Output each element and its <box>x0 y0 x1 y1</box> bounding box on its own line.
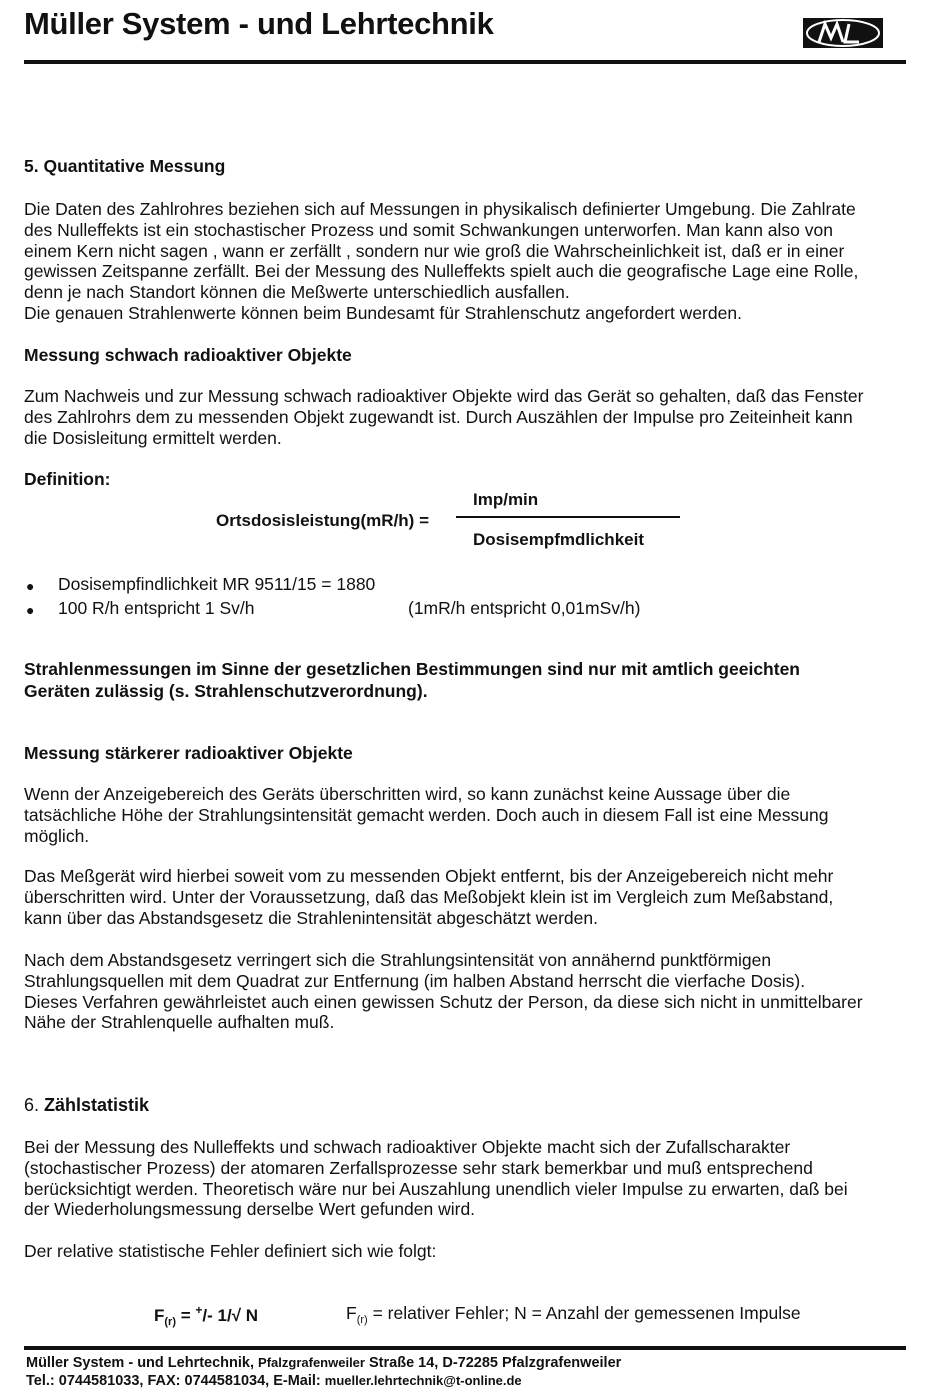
formula-symbol: F <box>154 1306 165 1325</box>
text-line: des Nulleffekts ist ein stochastischer Prozess und somit Schwankungen unterworfen. Man kann also von <box>24 219 833 240</box>
error-definition-intro: Der relative statistische Fehler definiert sich wie folgt: <box>24 1241 437 1261</box>
text-line: Geräten zulässig (s. Strahlenschutzverordnung). <box>24 681 428 701</box>
formula-plus: + <box>195 1303 203 1317</box>
text-line: berücksichtigt werden. Theoretisch wäre nur bei Auszahlung unendlich vieler Impulse zu erwarten, daß bei <box>24 1178 848 1199</box>
bullet-item: Dosisempfindlichkeit MR 9511/15 = 1880 <box>58 574 376 594</box>
text-line: der Wiederholungsmessung derselbe Wert gefunden wird. <box>24 1199 476 1220</box>
dose-rate-formula-lhs: Ortsdosisleistung(mR/h) = <box>216 511 429 530</box>
footer-company: Müller System - und Lehrtechnik, <box>26 1355 255 1371</box>
weak-objects-heading: Messung schwach radioaktiver Objekte <box>24 345 352 365</box>
text-line: Das Meßgerät wird hierbei soweit vom zu messenden Objekt entfernt, bis der Anzeigebereich nicht mehr <box>24 866 834 886</box>
legend-symbol: F <box>346 1303 357 1323</box>
text-line: Nach dem Abstandsgesetz verringert sich die Strahlungsintensität von annähernd punktförmigen <box>24 950 772 970</box>
section-number: 6. <box>24 1095 40 1115</box>
bullet-icon: ● <box>26 578 35 594</box>
text-line: Nähe der Strahlenquelle aufhalten muß. <box>24 1012 335 1033</box>
formula-subscript: (r) <box>164 1316 176 1328</box>
footer-address: Straße 14, D-72285 Pfalzgrafenweiler <box>369 1355 622 1371</box>
definition-label: Definition: <box>24 469 111 489</box>
section-5-heading: 5. Quantitative Messung <box>24 156 226 176</box>
text-line: Bei der Messung des Nulleffekts und schwach radioaktiver Objekte macht sich der Zufallscharakter <box>24 1137 791 1157</box>
text-line: kann über das Abstandsgesetz die Strahlenintensität abgeschätzt werden. <box>24 907 598 928</box>
page-header-title: Müller System - und Lehrtechnik <box>24 6 494 41</box>
legal-notice <box>24 658 904 702</box>
footer-email-link[interactable]: mueller.lehrtechnik@t-online.de <box>324 1373 522 1388</box>
fraction-bar <box>456 516 680 518</box>
text-line: Die genauen Strahlenwerte können beim Bundesamt für Strahlenschutz angefordert werden. <box>24 302 742 323</box>
formula-rest: /- 1/√ N <box>202 1306 259 1325</box>
footer-street-town: Pfalzgrafenweiler <box>258 1355 365 1370</box>
section-6-heading <box>24 1095 149 1116</box>
weak-objects-paragraph <box>24 386 904 448</box>
strong-objects-paragraph-2 <box>24 866 904 928</box>
strong-objects-paragraph-3 <box>24 950 904 1033</box>
strong-objects-heading: Messung stärkerer radioaktiver Objekte <box>24 743 353 763</box>
company-logo <box>799 14 887 52</box>
text-line: tatsächliche Höhe der Strahlungsintensität gemacht werden. Doch auch in diesem Fall ist eine Messung <box>24 804 829 825</box>
bullet-item: 100 R/h entspricht 1 Sv/h <box>58 598 255 618</box>
bullet-icon: ● <box>26 602 35 618</box>
footer-rule <box>24 1346 906 1350</box>
header-rule <box>24 60 906 64</box>
formula-equals: = <box>180 1306 196 1325</box>
text-line: Wenn der Anzeigebereich des Geräts überschritten wird, so kann zunächst keine Aussage über die <box>24 784 791 804</box>
footer-phone-fax: Tel.: 0744581033, FAX: 0744581034, E-Mail: <box>26 1373 321 1389</box>
text-line: möglich. <box>24 825 90 846</box>
text-line: einem Kern nicht sagen , wann er zerfällt , sondern nur wie groß die Wahrscheinlichkeit ist, daß er in einer <box>24 240 845 261</box>
text-line: die Dosisleitung ermittelt werden. <box>24 427 282 448</box>
footer-contact-line <box>26 1373 522 1389</box>
text-line: Dieses Verfahren gewährleistet auch einen gewissen Schutz der Person, da diese sich nicht in unmittelbarer <box>24 991 863 1012</box>
strong-objects-paragraph-1 <box>24 784 904 846</box>
text-line: überschritten wird. Unter der Voraussetzung, daß das Meßobjekt klein ist im Vergleich zum Meßabstand, <box>24 886 834 907</box>
dose-rate-formula-denominator: Dosisempfmdlichkeit <box>473 530 644 549</box>
bullet-item-aside: (1mR/h entspricht 0,01mSv/h) <box>408 598 641 618</box>
dose-rate-formula-numerator: Imp/min <box>473 490 539 509</box>
relative-error-legend <box>346 1303 801 1326</box>
text-line: gewissen Zeitspanne zerfällt. Bei der Messung des Nulleffekts spielt auch die geografische Lage eine Rolle, <box>24 261 859 282</box>
footer-address-line <box>26 1355 621 1371</box>
section-5-intro-paragraph <box>24 199 904 324</box>
text-line: denn je nach Standort können die Meßwerte unterschiedlich ausfallen. <box>24 282 570 303</box>
text-line: Zum Nachweis und zur Messung schwach radioaktiver Objekte wird das Gerät so gehalten, daß das Fenster <box>24 386 864 406</box>
text-line: Strahlenmessungen im Sinne der gesetzlichen Bestimmungen sind nur mit amtlich geeichten <box>24 659 800 679</box>
legend-text: = relativer Fehler; N = Anzahl der gemessenen Impulse <box>367 1303 801 1323</box>
legend-subscript: (r) <box>356 1314 368 1326</box>
relative-error-formula <box>154 1303 258 1328</box>
text-line: (stochastischer Prozess) der atomaren Zerfallsprozesse sehr stark bemerkbar und muß entsprechend <box>24 1157 813 1178</box>
text-line: des Zahlrohrs dem zu messenden Objekt zugewandt ist. Durch Auszählen der Impulse pro Zeiteinheit kann <box>24 406 853 427</box>
section-title: Zählstatistik <box>44 1095 150 1115</box>
text-line: Strahlungsquellen mit dem Quadrat zur Entfernung (im halben Abstand herrscht die vierfache Dosis). <box>24 970 806 991</box>
text-line: Die Daten des Zahlrohres beziehen sich auf Messungen in physikalisch definierter Umgebung. Die Zahlrate <box>24 199 856 219</box>
statistics-paragraph <box>24 1137 904 1220</box>
